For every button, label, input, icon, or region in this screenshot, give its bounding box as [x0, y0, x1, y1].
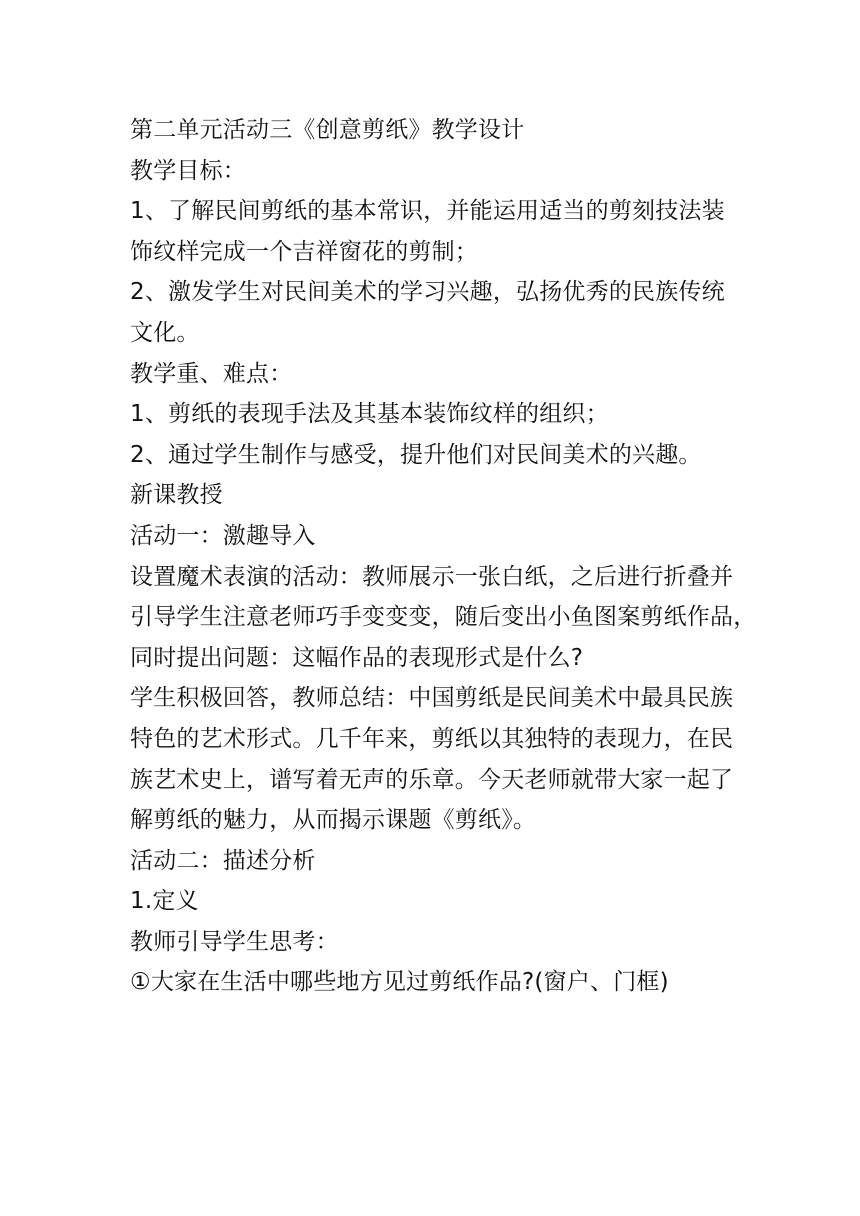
paragraph-line: 学生积极回答，教师总结：中国剪纸是民间美术中最具民族 [130, 685, 734, 712]
activity-heading-one: 活动一：激趣导入 [130, 522, 316, 549]
paragraph-line: 文化。 [130, 319, 200, 346]
paragraph-line: 教师引导学生思考： [130, 928, 339, 955]
section-heading-key-points: 教学重、难点： [130, 360, 293, 387]
paragraph-line: 设置魔术表演的活动：教师展示一张白纸，之后进行折叠并 [130, 563, 734, 590]
document-body [130, 110, 757, 1003]
section-heading-objectives: 教学目标： [130, 157, 246, 184]
paragraph-line: 饰纹样完成一个吉祥窗花的剪制； [130, 238, 478, 265]
paragraph-line: 2、通过学生制作与感受，提升他们对民间美术的兴趣。 [130, 441, 702, 468]
activity-heading-two: 活动二：描述分析 [130, 847, 316, 874]
paragraph-line: 族艺术史上，谱写着无声的乐章。今天老师就带大家一起了 [130, 766, 734, 793]
document-title: 第二单元活动三《创意剪纸》教学设计 [130, 117, 525, 143]
paragraph-line: 引导学生注意老师巧手变变变，随后变出小鱼图案剪纸作品， [130, 604, 757, 631]
paragraph-line: 1、剪纸的表现手法及其基本装饰纹样的组织； [130, 401, 609, 428]
section-heading-new-lesson: 新课教授 [130, 482, 223, 509]
paragraph-line: 1、了解民间剪纸的基本常识，并能运用适当的剪刻技法装 [130, 198, 725, 225]
subsection-heading-definition: 1.定义 [130, 888, 199, 915]
paragraph-line: 同时提出问题：这幅作品的表现形式是什么? [130, 644, 584, 671]
paragraph-line: 特色的艺术形式。几千年来，剪纸以其独特的表现力，在民 [130, 725, 734, 752]
paragraph-line: 2、激发学生对民间美术的学习兴趣，弘扬优秀的民族传统 [130, 279, 725, 306]
list-item: ①大家在生活中哪些地方见过剪纸作品?(窗户、门框) [130, 969, 669, 996]
paragraph-line: 解剪纸的魅力，从而揭示课题《剪纸》。 [130, 807, 537, 834]
